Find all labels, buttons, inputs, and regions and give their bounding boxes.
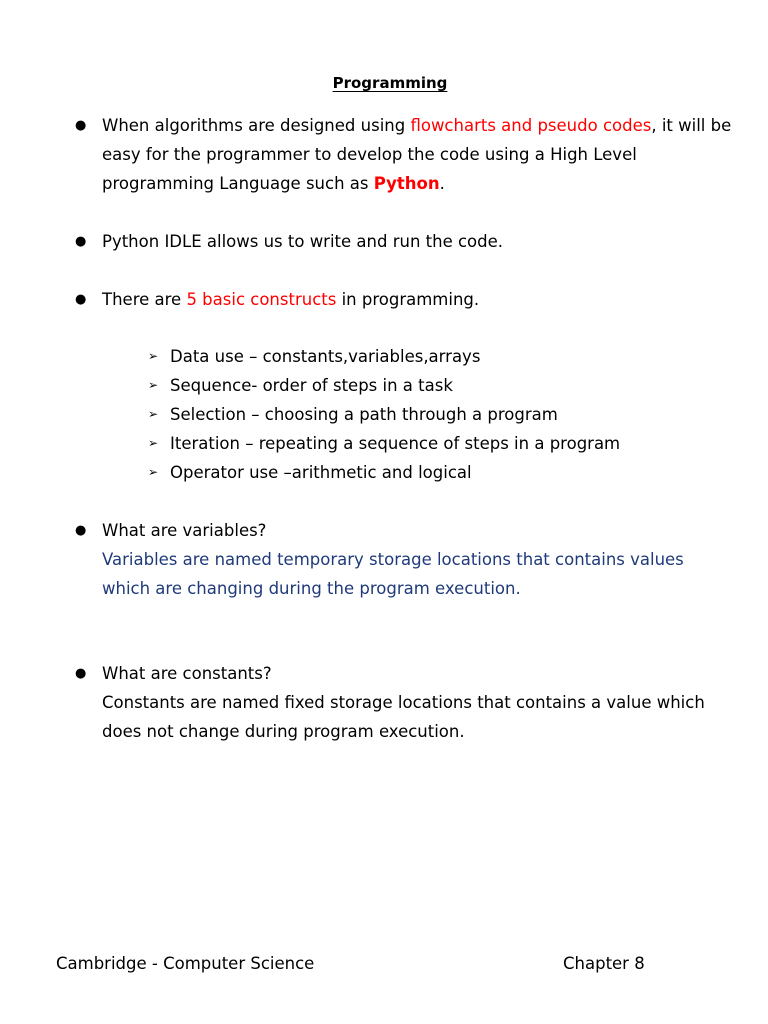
- bullet-text: , it will be: [651, 116, 732, 135]
- bullet-text: programming Language such as: [102, 174, 374, 193]
- highlight-text: flowcharts and pseudo codes: [410, 116, 652, 135]
- list-item: [148, 429, 708, 458]
- bullet-constructs: [75, 285, 735, 314]
- bullet-text: in programming.: [336, 290, 480, 309]
- bullet-dot-icon: ●: [75, 292, 87, 307]
- highlight-text: 5 basic constructs: [186, 290, 337, 309]
- bullet-text: .: [439, 174, 445, 193]
- bullet-dot-icon: ●: [75, 118, 87, 133]
- question-text: What are constants?: [102, 664, 272, 683]
- question-text: What are variables?: [102, 521, 267, 540]
- highlight-text: Python: [373, 174, 440, 193]
- constructs-list: [148, 342, 708, 487]
- answer-text: which are changing during the program execution.: [102, 579, 521, 598]
- bullet-dot-icon: ●: [75, 523, 87, 538]
- answer-text: Variables are named temporary storage locations that contains values: [102, 550, 684, 569]
- construct-text: Data use – constants,variables,arrays: [170, 347, 481, 366]
- construct-text: Iteration – repeating a sequence of steps in a program: [170, 434, 621, 453]
- arrow-bullet-icon: ➢: [148, 378, 159, 392]
- list-item: [148, 371, 708, 400]
- bullet-text: When algorithms are designed using: [102, 116, 411, 135]
- arrow-bullet-icon: ➢: [148, 349, 159, 363]
- bullet-text: Python IDLE allows us to write and run the code.: [102, 232, 504, 251]
- arrow-bullet-icon: ➢: [148, 436, 159, 450]
- bullet-dot-icon: ●: [75, 666, 87, 681]
- bullet-dot-icon: ●: [75, 234, 87, 249]
- construct-text: Operator use –arithmetic and logical: [170, 463, 472, 482]
- bullet-text: There are: [102, 290, 187, 309]
- list-item: [148, 458, 708, 487]
- construct-text: Sequence- order of steps in a task: [170, 376, 453, 395]
- page-title: Programming: [332, 74, 448, 92]
- arrow-bullet-icon: ➢: [148, 465, 159, 479]
- list-item: [148, 342, 708, 371]
- arrow-bullet-icon: ➢: [148, 407, 159, 421]
- bullet-algorithms: [75, 111, 735, 198]
- bullet-constants: [75, 659, 735, 746]
- footer-chapter: Chapter 8: [563, 954, 645, 973]
- construct-text: Selection – choosing a path through a program: [170, 405, 558, 424]
- answer-text: does not change during program execution.: [102, 722, 465, 741]
- footer-course: Cambridge - Computer Science: [56, 954, 315, 973]
- bullet-text: easy for the programmer to develop the code using a High Level: [102, 145, 637, 164]
- answer-text: Constants are named fixed storage locations that contains a value which: [102, 693, 705, 712]
- list-item: [148, 400, 708, 429]
- bullet-python-idle: [75, 227, 735, 256]
- bullet-variables: [75, 516, 735, 603]
